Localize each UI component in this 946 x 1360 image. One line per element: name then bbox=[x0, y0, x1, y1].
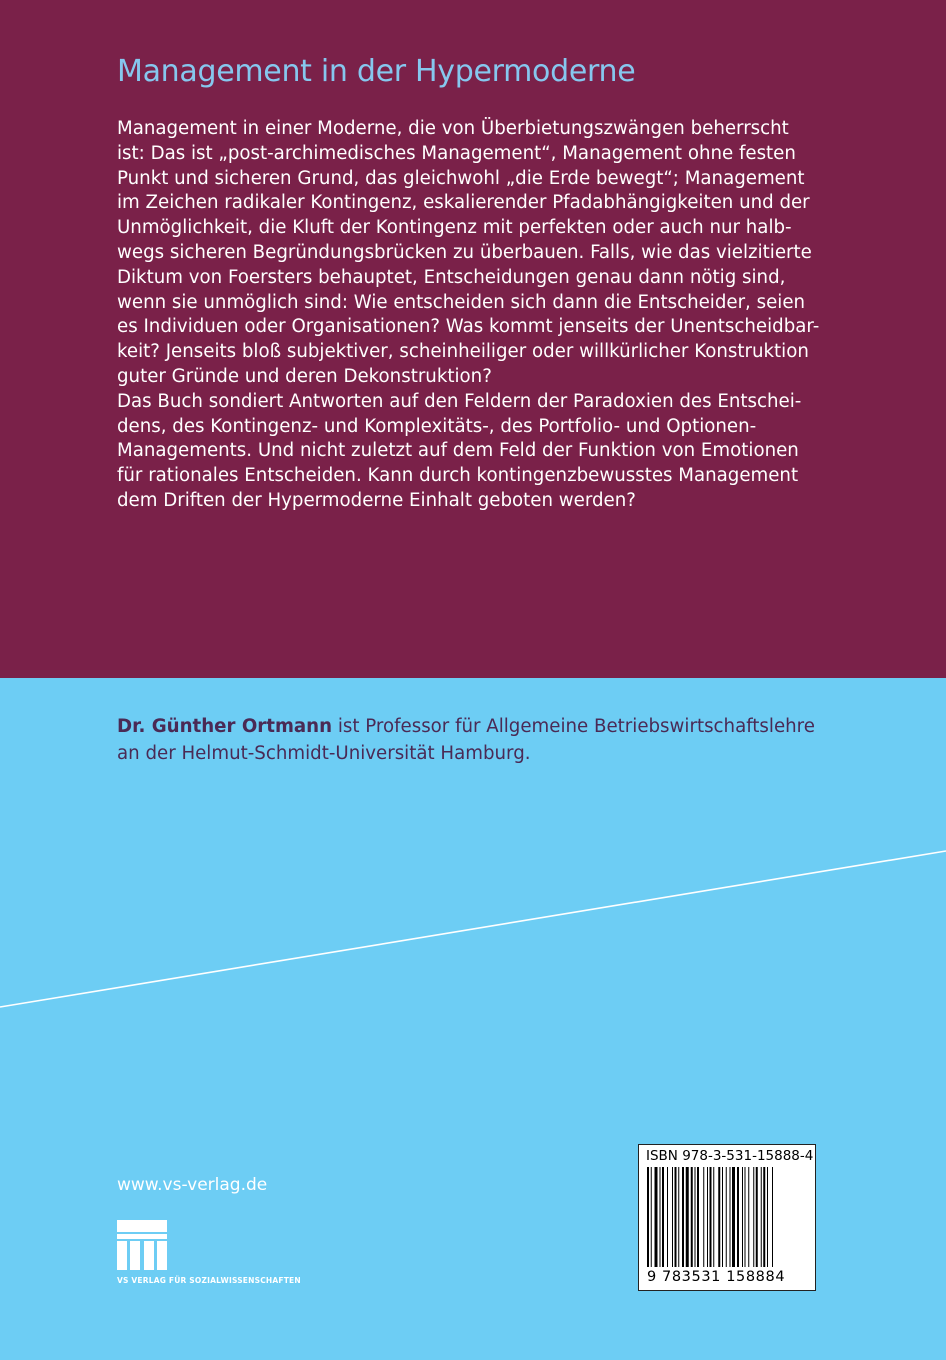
diagonal-line bbox=[0, 845, 946, 1015]
blurb-line: Management in einer Moderne, die von Überbietungszwängen beherrscht bbox=[117, 118, 789, 139]
author-name: Dr. Günther Ortmann bbox=[117, 716, 333, 737]
blurb-line: Das Buch sondiert Antworten auf den Feldern der Paradoxien des Entschei- bbox=[117, 390, 802, 412]
blurb-line: dem Driften der Hypermoderne Einhalt geboten werden? bbox=[117, 489, 636, 511]
author-bio bbox=[117, 713, 857, 767]
blurb-line: ist: Das ist „post-archimedisches Management“, Management ohne festen bbox=[117, 142, 796, 164]
author-bio-line-1-rest: ist Professor für Allgemeine Betriebswirtschaftslehre bbox=[332, 716, 815, 737]
author-bio-line-1 bbox=[117, 713, 857, 740]
blurb-line: Punkt und sicheren Grund, das gleichwohl „die Erde bewegt“; Management bbox=[117, 167, 805, 189]
blurb-line: Diktum von Foersters behauptet, Entscheidungen genau dann nötig sind, bbox=[117, 266, 786, 288]
publisher-url[interactable]: www.vs-verlag.de bbox=[117, 1175, 268, 1195]
publisher-logo-text: VS VERLAG FÜR SOZIALWISSENSCHAFTEN bbox=[117, 1276, 301, 1285]
blurb-line: es Individuen oder Organisationen? Was kommt jenseits der Unentscheidbar- bbox=[117, 316, 820, 338]
ean-digits: 9 783531 158884 bbox=[647, 1269, 786, 1285]
author-bio-line-2: an der Helmut-Schmidt-Universität Hamburg. bbox=[117, 743, 531, 764]
barcode-bars bbox=[647, 1167, 809, 1267]
blurb-line: Unmöglichkeit, die Kluft der Kontingenz mit perfekten oder auch nur halb- bbox=[117, 217, 792, 239]
vs-verlag-logo-icon bbox=[117, 1220, 167, 1270]
blurb-line: wegs sicheren Begründungsbrücken zu überbauen. Falls, wie das vielzitierte bbox=[117, 241, 812, 263]
blurb-line: dens, des Kontingenz- und Komplexitäts-, des Portfolio- und Optionen- bbox=[117, 415, 757, 437]
blurb-line: im Zeichen radikaler Kontingenz, eskalierender Pfadabhängigkeiten und der bbox=[117, 192, 810, 214]
blurb-line: guter Gründe und deren Dekonstruktion? bbox=[117, 365, 492, 387]
blurb-line: Managements. Und nicht zuletzt auf dem Feld der Funktion von Emotionen bbox=[117, 440, 799, 462]
blurb-line: für rationales Entscheiden. Kann durch kontingenzbewusstes Management bbox=[117, 465, 799, 487]
isbn-barcode bbox=[638, 1144, 816, 1291]
book-title: Management in der Hypermoderne bbox=[117, 54, 636, 89]
blurb-line: wenn sie unmöglich sind: Wie entscheiden sich dann die Entscheider, seien bbox=[117, 291, 806, 313]
blurb-text bbox=[117, 117, 837, 514]
blurb-line: keit? Jenseits bloß subjektiver, scheinheiliger oder willkürlicher Konstruktion bbox=[117, 341, 809, 363]
isbn-label: ISBN 978-3-531-15888-4 bbox=[646, 1148, 814, 1164]
